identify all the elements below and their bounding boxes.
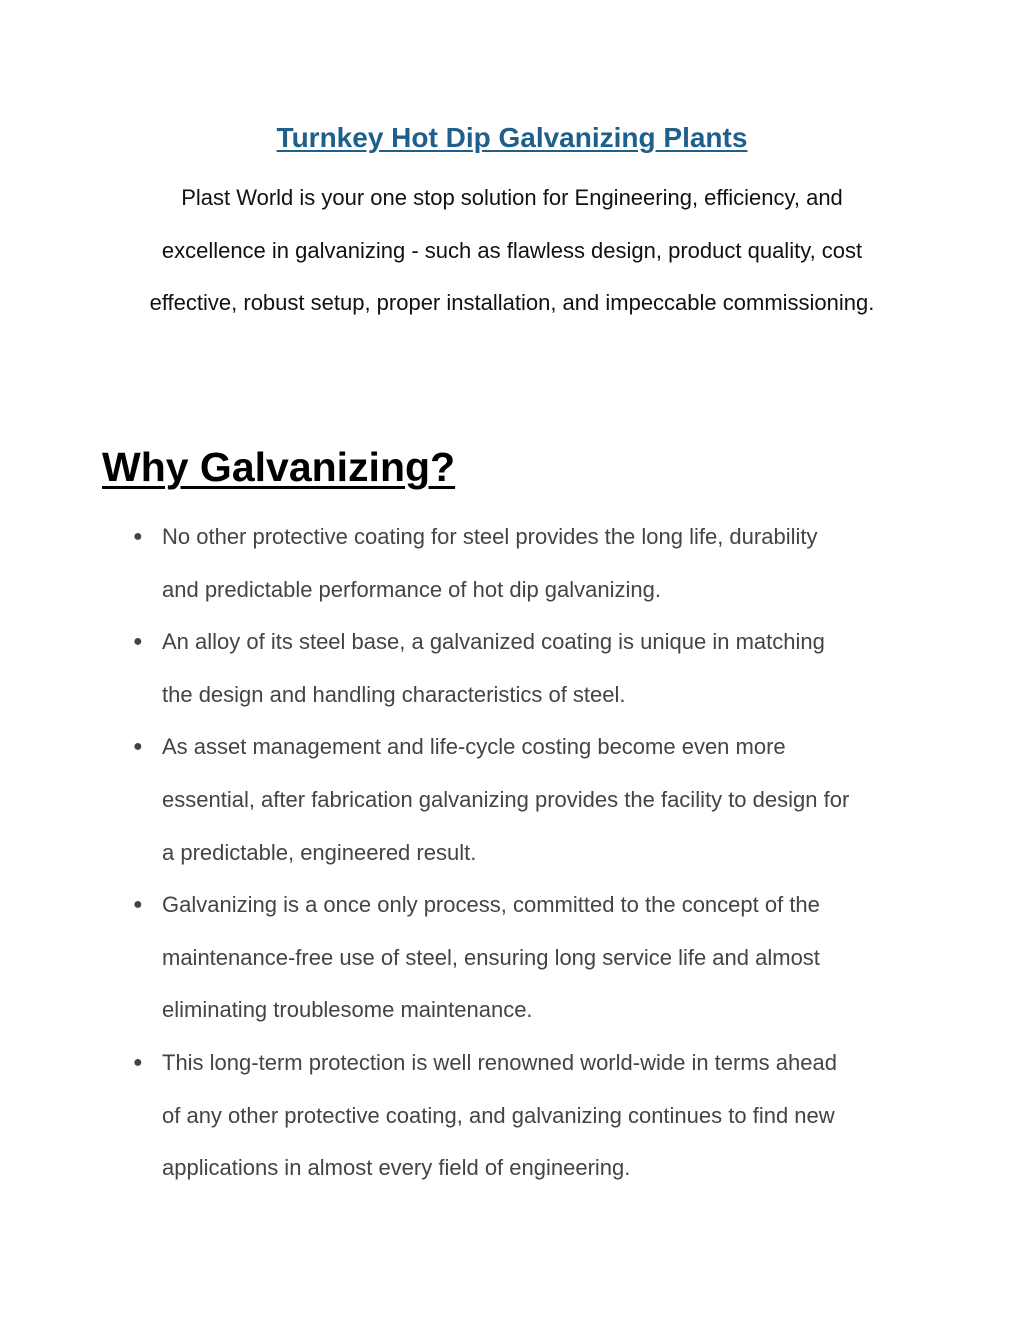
list-item <box>0 616 942 721</box>
list-item <box>0 1037 942 1195</box>
bullet-icon: ● <box>133 896 143 914</box>
list-item <box>0 879 942 1037</box>
intro-line: effective, robust setup, proper installation, and impeccable commissioning. <box>149 290 875 315</box>
list-item-line: No other protective coating for steel provides the long life, durability <box>162 524 818 549</box>
title-link[interactable]: Turnkey Hot Dip Galvanizing Plants <box>276 122 748 153</box>
list-item-line: essential, after fabrication galvanizing provides the facility to design for <box>162 786 850 812</box>
list-item <box>0 511 942 616</box>
bullet-list <box>0 511 1024 1195</box>
list-item-line: maintenance-free use of steel, ensuring long service life and almost <box>162 944 820 970</box>
list-item-line: eliminating troublesome maintenance. <box>162 997 533 1023</box>
bullet-icon: ● <box>133 738 143 756</box>
list-item-line: and predictable performance of hot dip galvanizing. <box>162 576 661 602</box>
list-item-line: the design and handling characteristics of steel. <box>162 681 626 707</box>
list-item-line: Galvanizing is a once only process, committed to the concept of the <box>162 892 820 918</box>
bullet-icon: ● <box>133 633 143 651</box>
intro-paragraph <box>100 172 924 330</box>
list-item <box>0 721 942 879</box>
list-item-line: applications in almost every field of engineering. <box>162 1155 631 1181</box>
intro-line: excellence in galvanizing - such as flawless design, product quality, cost <box>161 237 863 263</box>
list-item-line: of any other protective coating, and galvanizing continues to find new <box>162 1102 835 1128</box>
intro-line: Plast World is your one stop solution for Engineering, efficiency, and <box>181 185 843 210</box>
section-heading: Why Galvanizing? <box>102 444 456 490</box>
list-item-line: a predictable, engineered result. <box>162 839 477 865</box>
list-item-line: This long-term protection is well renowned world-wide in terms ahead <box>162 1049 837 1075</box>
bullet-icon: ● <box>133 1053 143 1071</box>
list-item-line: An alloy of its steel base, a galvanized coating is unique in matching <box>162 629 825 655</box>
list-item-line: As asset management and life-cycle costing become even more <box>162 734 786 760</box>
bullet-icon: ● <box>133 528 143 545</box>
